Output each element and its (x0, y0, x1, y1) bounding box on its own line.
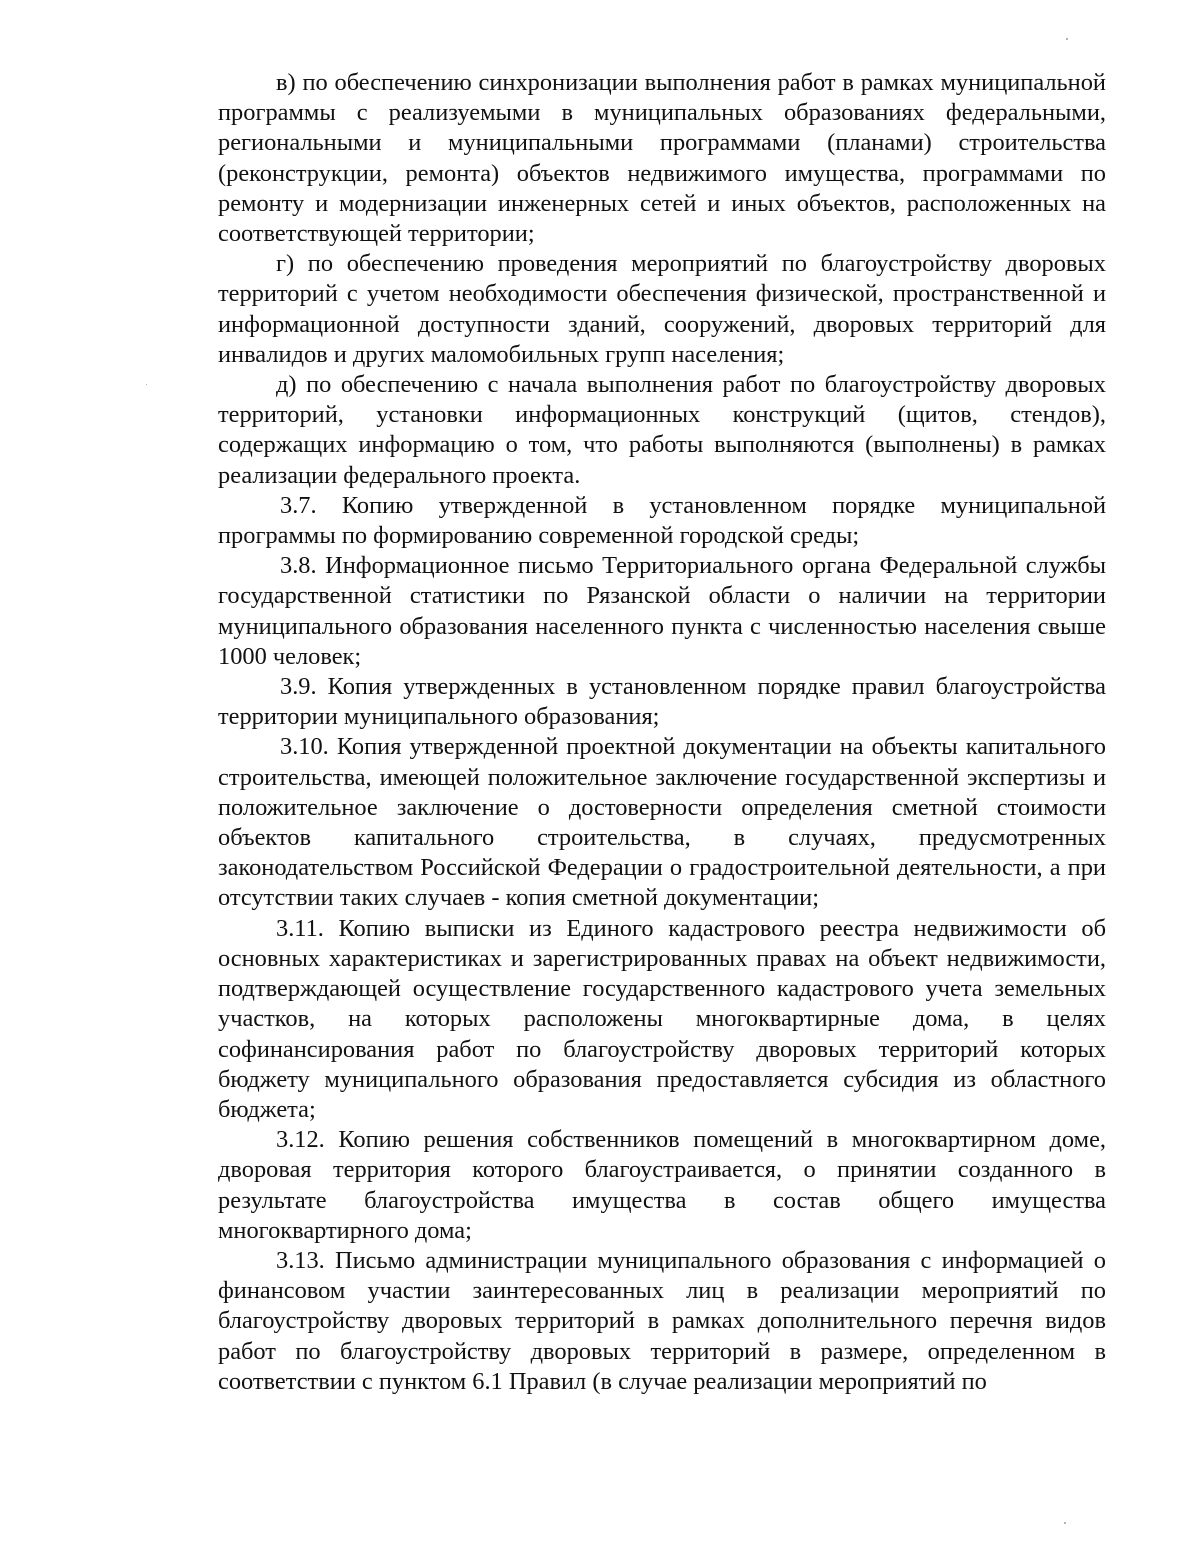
paragraph-d: д) по обеспечению с начала выполнения работ по благоустройству дворовых территорий, установки информационных конструкций (щитов, стендов), содержащих информацию о том, что работы выполняются (выполнены) в рамках реализации федерального проекта. (218, 371, 1106, 489)
scan-speck (1064, 1522, 1066, 1524)
paragraph-3-10: 3.10. Копия утвержденной проектной документации на объекты капитального строительства, имеющей положительное заключение государственной экспертизы и положительное заключение о достоверности определения сметной стоимости объектов капитального строительства, в случаях, предусмотренных законодательством Российской Федерации о градостроительной деятельности, а при отсутствии таких случаев - копия сметной документации; (218, 733, 1106, 912)
paragraph-3-8: 3.8. Информационное письмо Территориального органа Федеральной службы государственной статистики по Рязанской области о наличии на территории муниципального образования населенного пункта с численностью населения свыше 1000 человек; (218, 552, 1106, 670)
paragraph-3-11: 3.11. Копию выписки из Единого кадастрового реестра недвижимости об основных характеристиках и зарегистрированных правах на объект недвижимости, подтверждающей осуществление государственного кадастрового учета земельных участков, на которых расположены многоквартирные дома, в целях софинансирования работ по благоустройству дворовых территорий которых бюджету муниципального образования предоставляется субсидия из областного бюджета; (218, 914, 1106, 1123)
scan-speck (1066, 38, 1068, 40)
document-body (218, 68, 1106, 1397)
paragraph-3-12: 3.12. Копию решения собственников помещений в многоквартирном доме, дворовая территория которого благоустраивается, о принятии созданного в результате благоустройства имущества в состав общего имущества многоквартирного дома; (218, 1126, 1106, 1244)
paragraph-3-13: 3.13. Письмо администрации муниципального образования с информацией о финансовом участии заинтересованных лиц в реализации мероприятий по благоустройству дворовых территорий в рамках дополнительного перечня видов работ по благоустройству дворовых территорий в размере, определенном в соответствии с пунктом 6.1 Правил (в случае реализации мероприятий по (218, 1246, 1106, 1395)
scan-speck (146, 384, 147, 385)
paragraph-g: г) по обеспечению проведения мероприятий по благоустройству дворовых территорий с учетом необходимости обеспечения физической, пространственной и информационной доступности зданий, сооружений, дворовых территорий для инвалидов и других маломобильных групп населения; (218, 250, 1106, 368)
paragraph-3-9: 3.9. Копия утвержденных в установленном порядке правил благоустройства территории муниципального образования; (218, 673, 1106, 731)
paragraph-3-7: 3.7. Копию утвержденной в установленном порядке муниципальной программы по формированию современной городской среды; (218, 491, 1106, 550)
paragraph-v: в) по обеспечению синхронизации выполнения работ в рамках муниципальной программы с реализуемыми в муниципальных образованиях федеральными, региональными и муниципальными программами (планами) строительства (реконструкции, ремонта) объектов недвижимого имущества, программами по ремонту и модернизации инженерных сетей и иных объектов, расположенных на соответствующей территории; (218, 69, 1106, 248)
